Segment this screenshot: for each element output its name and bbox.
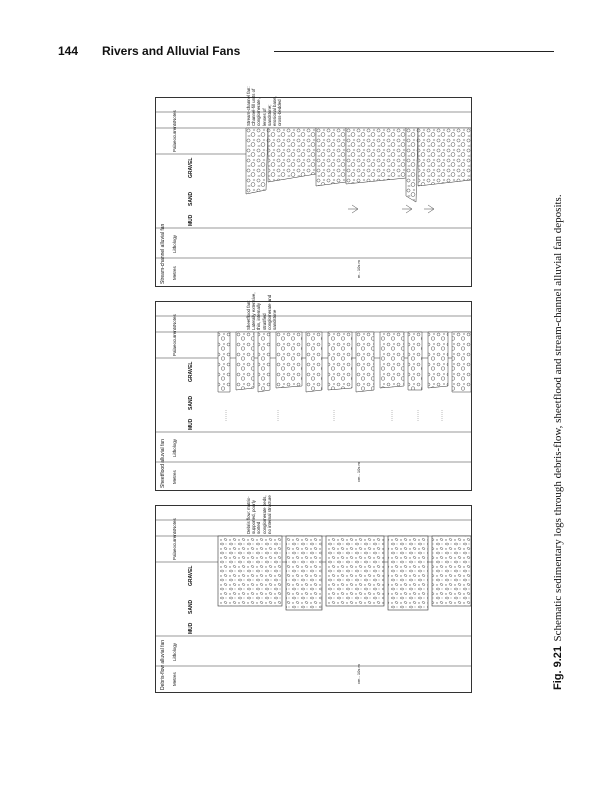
- col-head-mud: MUD: [188, 622, 194, 634]
- col-head-notes: Notes: [172, 314, 177, 326]
- col-head-mud: MUD: [188, 418, 194, 430]
- col-head-lithology: Lithology: [172, 438, 177, 457]
- col-head-gravel: GRAVEL: [188, 361, 194, 382]
- col-head-palaeocurrents: Palaeocurrents: [172, 325, 177, 356]
- col-head-palaeocurrents: Palaeocurrents: [172, 529, 177, 560]
- col-head-sand: SAND: [188, 191, 194, 206]
- col-head-lithology: Lithology: [172, 234, 177, 253]
- page-number: 144: [58, 44, 79, 58]
- running-header: [58, 44, 553, 64]
- col-head-gravel: GRAVEL: [188, 565, 194, 586]
- col-head-lithology: Lithology: [172, 642, 177, 661]
- col-head-notes: Notes: [172, 110, 177, 122]
- vertical-scale: cm - 10s m: [356, 462, 361, 482]
- col-head-sand: SAND: [188, 395, 194, 410]
- header-rule: [274, 51, 554, 52]
- col-head-palaeocurrents: Palaeocurrents: [172, 121, 177, 152]
- caption-number: Fig. 9.21: [552, 645, 564, 690]
- log-stream-channel: [156, 98, 471, 286]
- running-title: Rivers and Alluvial Fans: [102, 44, 241, 58]
- figure-9-21: [150, 86, 480, 695]
- panel-title: Debris-flow alluvial fan: [160, 639, 166, 690]
- panel-debris-flow: Debris-flow alluvial fan cm - 10s m Metres Lithology MUD SAND GRAVEL Palaeocurrents Notes Debris flow: matrix-supported, poorly sorted conglomerate beds, no internal structure: [155, 505, 472, 693]
- figure-caption: [548, 194, 566, 690]
- panel-stream-channel: Stream-channel alluvial fan m - 10s m Metres Lithology MUD SAND GRAVEL Palaeocurrents Notes Stream-channel fan: Channel-fill units of conglomerate, lenses of sandstone; erosional base, cross-bedded: [155, 97, 472, 287]
- col-head-metres: Metres: [172, 672, 177, 686]
- panel-title: Sheetflood alluvial fan: [160, 439, 166, 488]
- col-head-gravel: GRAVEL: [188, 157, 194, 178]
- panel-title: Stream-channel alluvial fan: [160, 223, 166, 284]
- col-head-mud: MUD: [188, 214, 194, 226]
- vertical-scale: m - 10s m: [356, 260, 361, 278]
- col-head-notes: Notes: [172, 518, 177, 530]
- panel-sheetflood: Sheetflood alluvial fan cm - 10s m Metres Lithology MUD SAND GRAVEL Palaeocurrents Notes Sheetflood fan: Laterally extensive, thin, internally stratified conglomerate and sandstone: [155, 301, 472, 491]
- vertical-scale: cm - 10s m: [356, 664, 361, 684]
- log-debris-flow: [156, 506, 471, 692]
- col-head-metres: Metres: [172, 266, 177, 280]
- log-sheetflood: [156, 302, 471, 490]
- col-head-sand: SAND: [188, 599, 194, 614]
- col-head-metres: Metres: [172, 470, 177, 484]
- caption-text: Schematic sedimentary logs through debris-flow, sheetflood and stream-channel alluvial fan deposits.: [552, 194, 564, 642]
